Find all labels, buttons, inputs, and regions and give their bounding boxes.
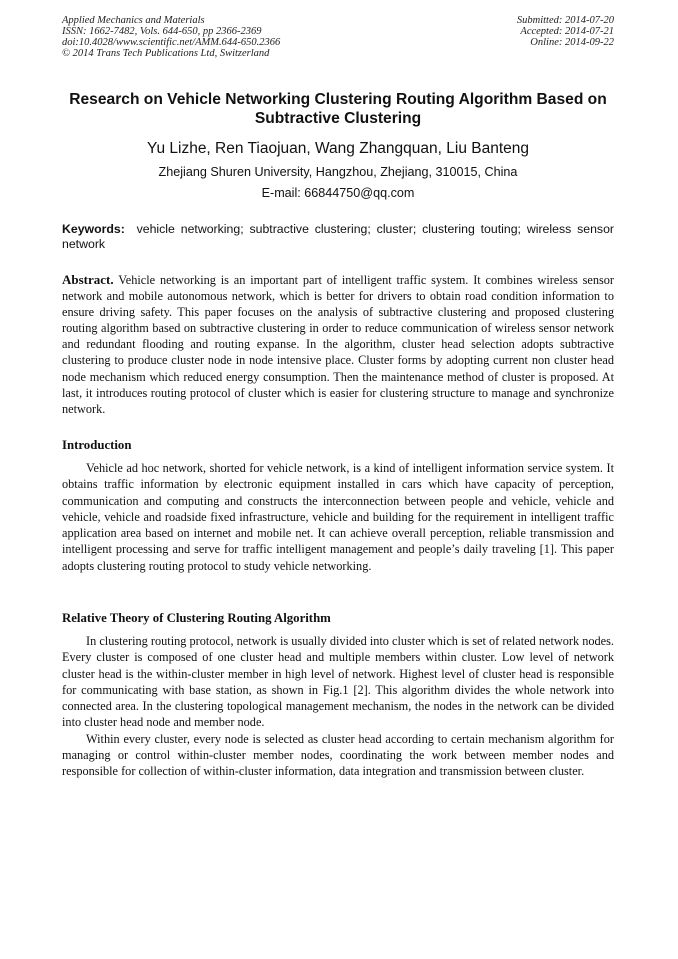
section-heading-relative-theory: Relative Theory of Clustering Routing Algorithm [62,611,331,625]
contact-email: E-mail: 66844750@qq.com [261,186,415,200]
keywords-block [62,222,614,251]
abstract-label: Abstract. [62,272,114,287]
paragraph: In clustering routing protocol, network is usually divided into cluster which is set of related network nodes. Every cluster is composed of one cluster head and multiple members within cluster. Low level of network cluster head is the within-cluster member in high level of network. Highest level of cluster head is responsible for communicating with base station, as shown in Fig.1 [2]. This algorithm divides the whole network into connected area. In the clustering topological management mechanism, the nodes in the network can be divided into cluster head node and member node. [62,634,614,730]
affiliation: Zhejiang Shuren University, Hangzhou, Zhejiang, 310015, China [158,165,518,179]
section-body-relative-theory [62,633,614,780]
accepted-date: Accepted: 2014-07-21 [520,26,614,37]
issn-line: ISSN: 1662-7482, Vols. 644-650, pp 2366-2369 [62,26,262,37]
copyright-line: © 2014 Trans Tech Publications Ltd, Switzerland [62,48,270,59]
author-list: Yu Lizhe, Ren Tiaojuan, Wang Zhangquan, Liu Banteng [146,140,530,157]
paragraph: Vehicle ad hoc network, shorted for vehicle network, is a kind of intelligent information service system. It obtains traffic information by electronic equipment installed in cars which have capacity of perception, communication and computing and constructs the interconnection between people and vehicle, vehicle and vehicle, vehicle and roadside fixed infrastructure, vehicle and building for the requirement in intelligent traffic application area based on internet and mobile net. It can achieve overall perception, reliable transmission and intelligent processing and serve for traffic intelligent management and people’s daily traveling [1]. This paper adopts clustering routing protocol to study vehicle networking. [62,461,614,573]
abstract-block [62,272,614,417]
online-date: Online: 2014-09-22 [530,37,614,48]
section-heading-introduction: Introduction [62,438,132,452]
journal-info [62,15,280,59]
keywords-label: Keywords: [62,222,125,236]
paragraph: Within every cluster, every node is selected as cluster head according to certain mechanism algorithm for managing or control within-cluster member nodes, coordinating the work between member nodes and responsible for collection of within-cluster information, data integration and transmission between cluster. [62,731,614,779]
keywords-text: vehicle networking; subtractive clustering; cluster; clustering touting; wireless sensor network [62,222,615,251]
section-body-introduction [62,460,614,574]
publication-dates [517,15,614,48]
doi-line: doi:10.4028/www.scientific.net/AMM.644-650.2366 [62,37,281,48]
submitted-date: Submitted: 2014-07-20 [516,15,614,26]
journal-name: Applied Mechanics and Materials [62,15,205,26]
abstract-text: Vehicle networking is an important part of intelligent traffic system. It combines wireless sensor network and mobile autonomous network, which is better for drivers to obtain road condition information to ensure driving safety. This paper focuses on the analysis of subtractive clustering and proposed clustering routing algorithm based on subtractive clustering in order to reduce communication of wireless sensor network and redundant flooding and routing expanse. In the algorithm, cluster head selection adopts subtractive clustering to produce cluster node in node intensive place. Cluster forms by adopting current non cluster head node mechanism which reduced energy consumption. Then the maintenance method of cluster is proposed. At last, it introduces routing protocol of cluster which is easier for clustering structure to manage and synchronize network. [62,273,615,416]
paper-title: Research on Vehicle Networking Clustering Routing Algorithm Based on Subtractive Clustering [69,91,607,127]
